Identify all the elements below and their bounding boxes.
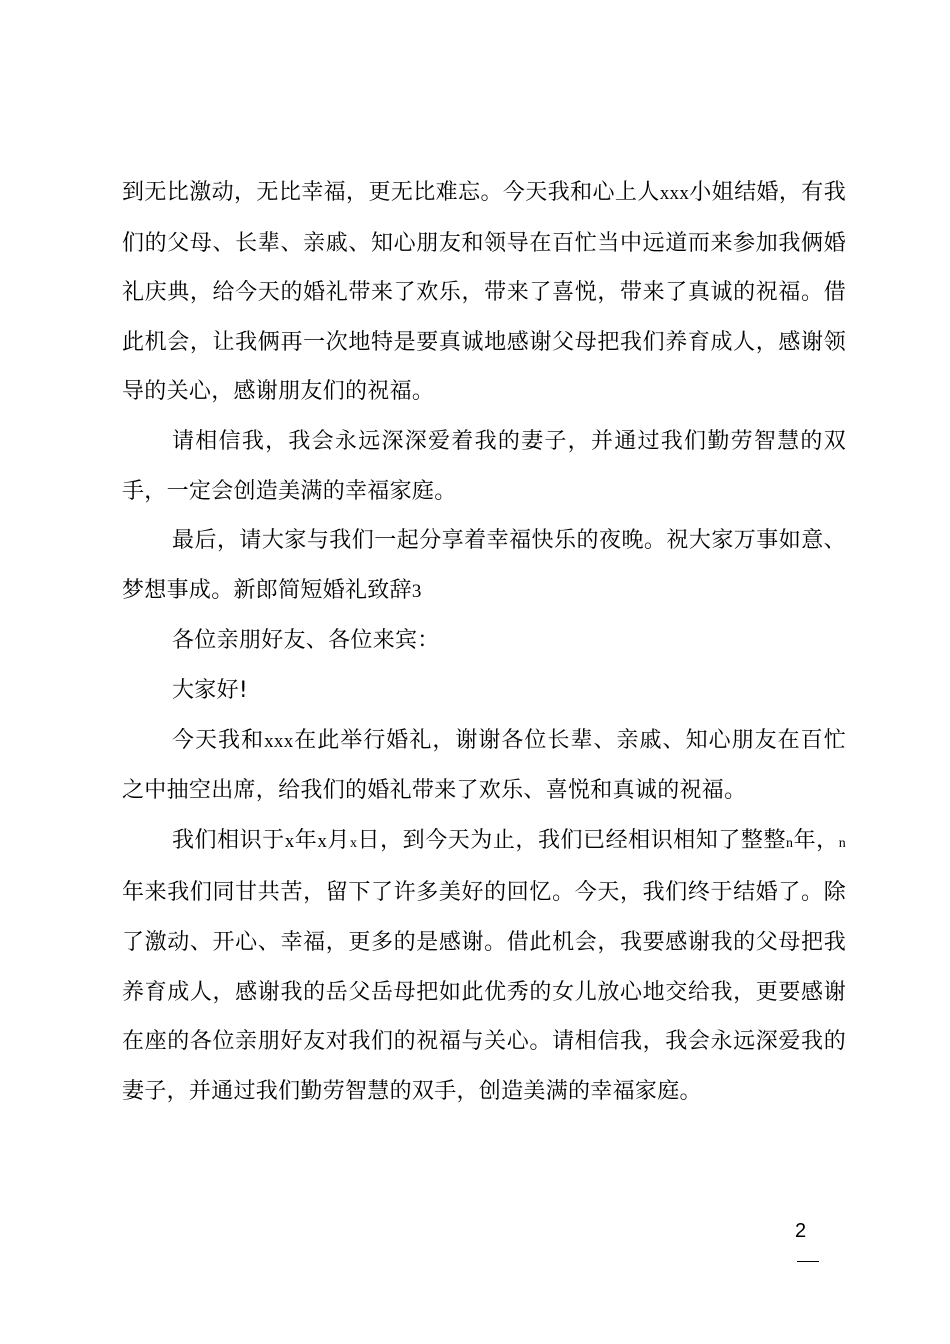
paragraph-1-latin-1: xxx	[659, 183, 690, 204]
paragraph-7-text-5: 年，	[793, 827, 839, 853]
paragraph-7-latin-3: x	[350, 835, 358, 851]
paragraph-2-text: 请相信我，我会永远深深爱着我的妻子，并通过我们勤劳智慧的双手，一定会创造美满的幸福家庭。	[122, 428, 846, 504]
paragraph-7-text-1: 我们相识于	[172, 827, 285, 853]
paragraph-3	[122, 516, 846, 616]
paragraph-6	[122, 716, 846, 816]
paragraph-6-latin-1: xxx	[264, 730, 294, 752]
paragraph-2	[122, 417, 846, 516]
paragraph-7-latin-5: n	[838, 835, 846, 851]
paragraph-7-text-6: 年来我们同甘共苦，留下了许多美好的回忆。今天，我们终于结婚了。除了激动、开心、幸福，更多的是感谢。借此机会，我要感谢我的父母把我养育成人，感谢我的岳父岳母把如此优秀的女儿放心地交给我，更要感谢在座的各位亲朋好友对我们的祝福与关心。请相信我，我会永远深爱我的妻子，并通过我们勤劳智慧的双手，创造美满的幸福家庭。	[122, 880, 846, 1104]
paragraph-4	[122, 616, 846, 666]
paragraph-3-text: 最后，请大家与我们一起分享着幸福快乐的夜晚。祝大家万事如意、梦想事成。新郎简短婚礼致辞	[122, 528, 846, 603]
paragraph-7-text-3: 月	[327, 827, 350, 853]
paragraph-7-text-4: 日，到今天为止，我们已经相识相知了整整	[357, 827, 787, 853]
paragraph-1-text-1: 到无比激动，无比幸福，更无比难忘。今天我和心上人	[122, 180, 660, 205]
paragraph-7	[122, 816, 846, 1117]
paragraph-6-text-2: 在此举行婚礼，谢谢各位长辈、亲戚、知心朋友在百忙之中抽空出席，给我们的婚礼带来了欢乐、喜悦和真诚的祝福。	[122, 727, 847, 804]
document-body	[122, 168, 846, 1116]
greeting-line: 各位亲朋好友、各位来宾：	[172, 628, 440, 654]
page-number: 2	[795, 1220, 807, 1242]
paragraph-1	[122, 168, 846, 417]
hello-line: 大家好!	[172, 677, 249, 703]
paragraph-3-number: 3	[411, 580, 422, 602]
paragraph-1-text-2: 小姐结婚，有我们的父母、长辈、亲戚、知心朋友和领导在百忙当中远道而来参加我俩婚礼庆典，给今天的婚礼带来了欢乐，带来了喜悦，带来了真诚的祝福。借此机会，让我俩再一次地特是要真诚地感谢父母把我们养育成人，感谢领导的关心，感谢朋友们的祝福。	[122, 180, 846, 405]
paragraph-7-latin-4: n	[786, 835, 794, 851]
paragraph-7-text-2: 年	[294, 827, 318, 853]
page-number-dash-label	[0, 0, 1, 1]
paragraph-5	[122, 666, 846, 716]
page-number-dash	[797, 1261, 819, 1262]
paragraph-7-latin-2: x	[317, 830, 328, 852]
paragraph-7-latin-1: x	[284, 830, 295, 852]
paragraph-6-text-1: 今天我和	[172, 727, 265, 753]
